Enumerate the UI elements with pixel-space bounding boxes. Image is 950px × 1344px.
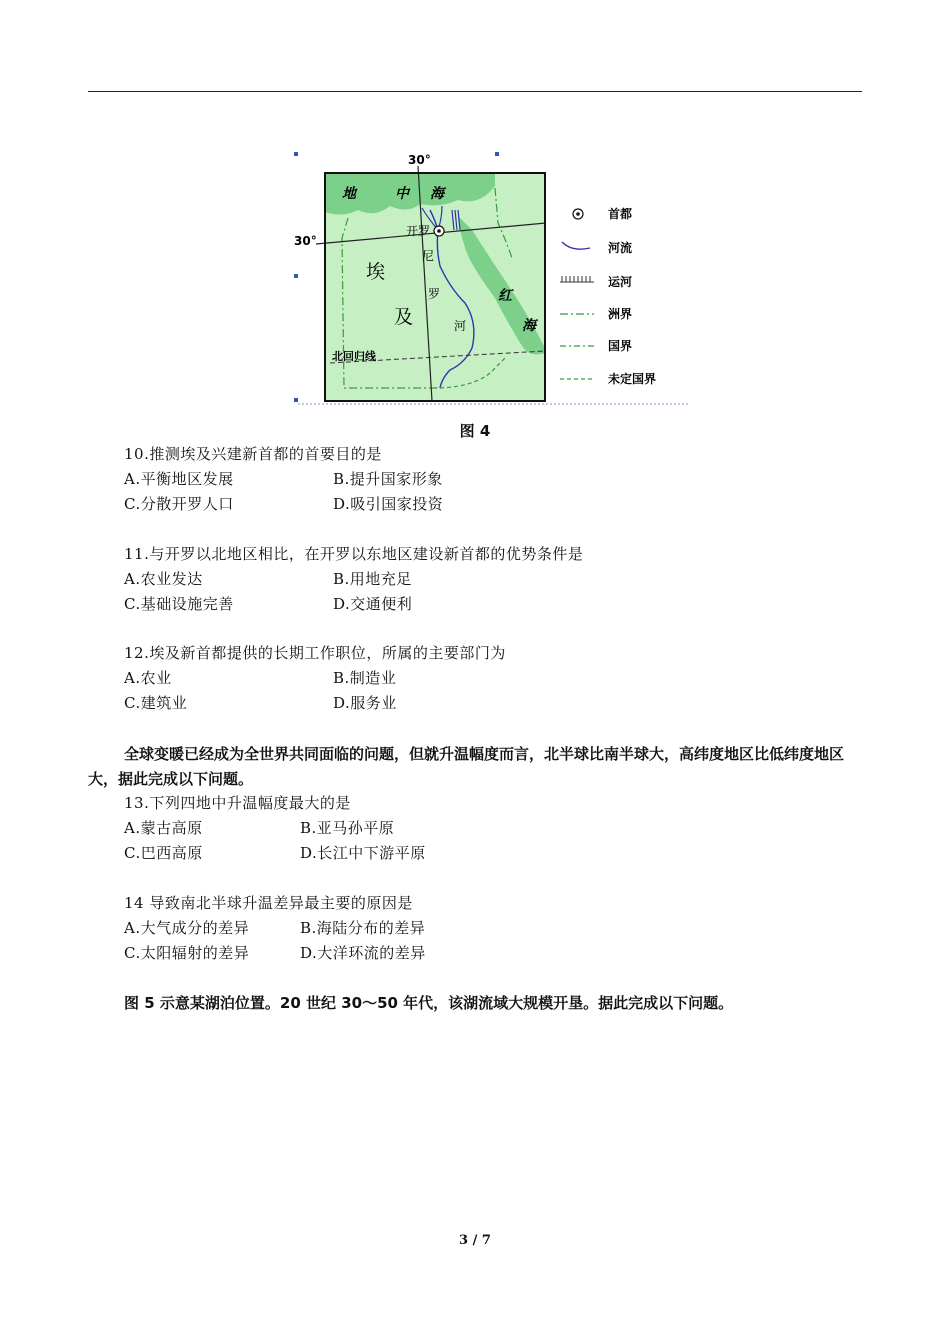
label-river-2: 罗 bbox=[428, 287, 441, 301]
q14-option-b: B.海陆分布的差异 bbox=[300, 919, 426, 937]
legend-continent-border: 洲界 bbox=[608, 307, 633, 321]
label-sea-2: 中 bbox=[395, 186, 409, 202]
q11-option-c: C.基础设施完善 bbox=[124, 595, 234, 613]
q13-option-c: C.巴西高原 bbox=[124, 844, 203, 862]
q11-option-b: B.用地充足 bbox=[333, 570, 412, 588]
handle-bl bbox=[294, 398, 298, 402]
header-rule bbox=[88, 91, 862, 92]
q10-option-b: B.提升国家形象 bbox=[333, 470, 443, 488]
page-number: 3 / 7 bbox=[459, 1233, 491, 1248]
q13-option-b: B.亚马孙平原 bbox=[300, 819, 395, 837]
label-red-2: 海 bbox=[522, 318, 536, 334]
intro-warming bbox=[88, 742, 864, 792]
label-cairo: 开罗 bbox=[406, 224, 431, 238]
q14-option-a: A.大气成分的差异 bbox=[124, 919, 250, 937]
legend-canal: 运河 bbox=[608, 275, 633, 289]
legend-capital: 首都 bbox=[608, 207, 633, 221]
q12-option-a: A.农业 bbox=[124, 669, 172, 687]
q14-stem: 14 导致南北半球升温差异最主要的原因是 bbox=[124, 894, 413, 912]
q10-option-a: A.平衡地区发展 bbox=[124, 470, 234, 488]
legend-river-icon bbox=[562, 242, 590, 249]
label-river-1: 尼 bbox=[422, 249, 435, 263]
handle-ml bbox=[294, 274, 298, 278]
legend bbox=[560, 206, 656, 386]
label-red-1: 红 bbox=[498, 288, 512, 304]
label-tropic: 北回归线 bbox=[332, 350, 376, 363]
q12-option-b: B.制造业 bbox=[333, 669, 397, 687]
legend-national-border: 国界 bbox=[608, 339, 633, 353]
figure-caption: 图 4 bbox=[459, 422, 491, 440]
q13-option-d: D.长江中下游平原 bbox=[300, 844, 426, 862]
q13-option-a: A.蒙古高原 bbox=[124, 819, 203, 837]
legend-canal-icon bbox=[560, 276, 594, 282]
legend-capital-dot bbox=[576, 212, 580, 216]
egypt-map bbox=[290, 148, 690, 410]
legend-undetermined-border: 未定国界 bbox=[608, 372, 657, 386]
intro-lake-text: 图 5 示意某湖泊位置。20 世纪 30～50 年代，该湖流域大规模开垦。据此完成以下问题。 bbox=[124, 994, 734, 1012]
q11-option-a: A.农业发达 bbox=[124, 570, 203, 588]
cairo-capital-dot bbox=[437, 229, 441, 233]
label-lat-top: 30° bbox=[408, 153, 431, 167]
q11-option-d: D.交通便利 bbox=[333, 595, 413, 613]
q14-option-c: C.太阳辐射的差异 bbox=[124, 944, 250, 962]
label-lat-left: 30° bbox=[294, 234, 317, 248]
q10-option-c: C.分散开罗人口 bbox=[124, 495, 234, 513]
label-river-3: 河 bbox=[454, 319, 467, 333]
label-sea-3: 海 bbox=[430, 186, 444, 202]
q12-stem: 12.埃及新首都提供的长期工作职位，所属的主要部门为 bbox=[124, 644, 506, 662]
label-country-1: 埃 bbox=[366, 261, 386, 283]
q12-option-d: D.服务业 bbox=[333, 694, 397, 712]
label-country-2: 及 bbox=[394, 306, 414, 328]
q11-stem: 11.与开罗以北地区相比，在开罗以东地区建设新首都的优势条件是 bbox=[124, 545, 584, 563]
q14-option-d: D.大洋环流的差异 bbox=[300, 944, 426, 962]
q13-stem: 13.下列四地中升温幅度最大的是 bbox=[124, 794, 351, 812]
q10-option-d: D.吸引国家投资 bbox=[333, 495, 444, 513]
q10-stem: 10.推测埃及兴建新首都的首要目的是 bbox=[124, 445, 382, 463]
intro-lake bbox=[88, 991, 864, 1016]
legend-river: 河流 bbox=[608, 241, 633, 255]
label-sea-1: 地 bbox=[342, 186, 356, 202]
intro-warming-text: 全球变暖已经成为全世界共同面临的问题，但就升温幅度而言，北半球比南半球大，高纬度地区比低纬度地区大，据此完成以下问题。 bbox=[88, 745, 845, 788]
handle-tm bbox=[495, 152, 499, 156]
q12-option-c: C.建筑业 bbox=[124, 694, 188, 712]
handle-tl bbox=[294, 152, 298, 156]
